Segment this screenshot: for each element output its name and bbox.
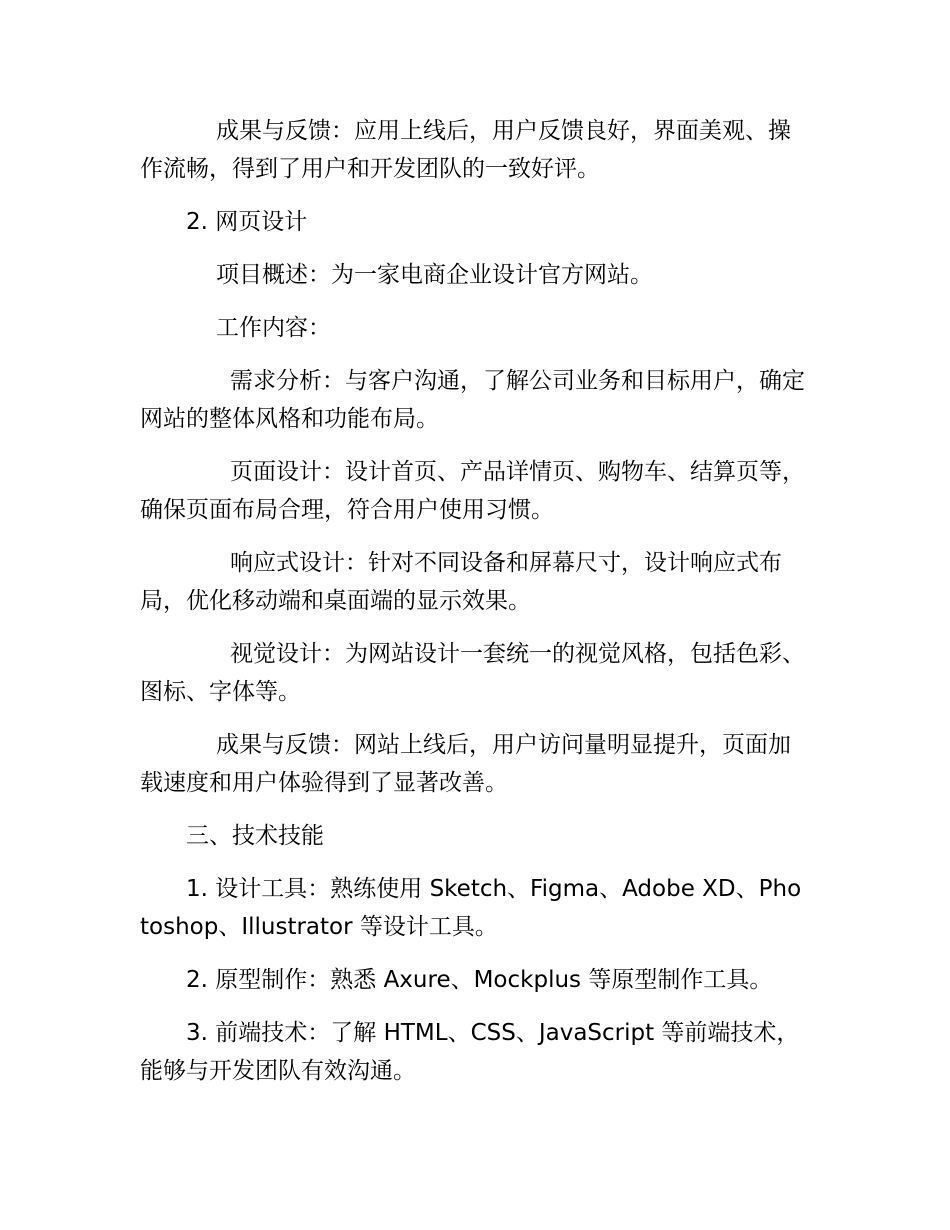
paragraph-page-design: 页面设计：设计首页、产品详情页、购物车、结算页等，确保页面布局合理，符合用户使用习惯。 (140, 459, 805, 523)
paragraph-skill-design-tools: 1. 设计工具：熟练使用 Sketch、Figma、Adobe XD、Photoshop、Illustrator 等设计工具。 (140, 876, 802, 940)
section-heading-web-design: 2. 网页设计 (186, 209, 308, 235)
paragraph-work-content: 工作内容： (216, 315, 331, 341)
document-page (140, 112, 806, 1105)
paragraph-skill-prototyping: 2. 原型制作：熟悉 Axure、Mockplus 等原型制作工具。 (186, 967, 773, 993)
paragraph-feedback-1: 成果与反馈：应用上线后，用户反馈良好，界面美观、操作流畅，得到了用户和开发团队的一致好评。 (140, 118, 791, 182)
section-heading-skills: 三、技术技能 (186, 823, 324, 849)
paragraph-feedback-2: 成果与反馈：网站上线后，用户访问量明显提升，页面加载速度和用户体验得到了显著改善。 (140, 732, 791, 796)
paragraph-responsive-design: 响应式设计：针对不同设备和屏幕尺寸，设计响应式布局，优化移动端和桌面端的显示效果。 (140, 550, 782, 614)
paragraph-visual-design: 视觉设计：为网站设计一套统一的视觉风格，包括色彩、图标、字体等。 (140, 641, 805, 705)
paragraph-requirement-analysis: 需求分析：与客户沟通，了解公司业务和目标用户，确定网站的整体风格和功能布局。 (140, 368, 805, 432)
paragraph-project-overview: 项目概述：为一家电商企业设计官方网站。 (216, 262, 653, 288)
paragraph-skill-frontend: 3. 前端技术：了解 HTML、CSS、JavaScript 等前端技术，能够与开发团队有效沟通。 (140, 1020, 800, 1084)
